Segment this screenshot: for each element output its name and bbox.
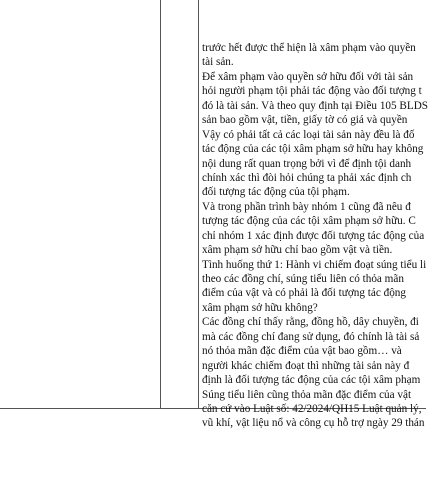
text-line: căn cứ vào Luật số: 42/2024/QH15 Luật quản lý, [202,402,422,415]
text-line: nội dung rất quan trọng bởi vì để định tội danh [202,157,412,170]
text-line: theo các đồng chí, súng tiểu liên có thỏa mãn [202,273,404,285]
text-line: chính xác thì đòi hỏi chúng ta phải xác định ch [202,171,412,184]
text-line: vũ khí, vật liệu nổ và công cụ hỗ trợ ngày 29 thán [202,417,425,430]
text-line: điểm của vật và có phải là đối tượng tác động [202,287,406,300]
text-line: nó thỏa mãn đặc điểm của vật bao gồm… và [202,345,402,358]
table-left-column [160,0,199,408]
text-line: Để xâm phạm vào quyền sở hữu đối với tài sản [202,70,414,83]
text-line: trước hết được thể hiện là xâm phạm vào quyền [202,42,416,54]
text-line: Và trong phần trình bày nhóm 1 cũng đã nêu đ [202,200,411,213]
text-line: đối tượng tác động của tội phạm. [202,186,350,199]
text-line: hỏi người phạm tội phải tác động vào đối tượng t [202,85,422,98]
text-line: tác động của các tội xâm phạm sở hữu hay không [202,143,424,156]
text-line: Tình huống thứ 1: Hành vi chiếm đoạt súng tiểu li [202,258,427,271]
text-line: tượng tác động của các tội xâm phạm sở hữu. C [202,215,416,228]
text-line: xâm phạm sở hữu không? [202,301,318,314]
text-line: Các đồng chí thấy rằng, đồng hồ, dây chuyền, đi [202,316,419,329]
text-line: đó là tài sản. Và theo quy định tại Điều 105 BLDS [202,99,428,112]
table-text-cell [198,41,428,430]
text-line: tài sản. [202,56,234,69]
text-line: sản bao gồm vật, tiền, giấy tờ có giá và quyền [202,114,408,127]
text-line: Vậy có phải tất cả các loại tài sản này đều là đố [202,128,415,141]
text-line: xâm phạm sở hữu chỉ bao gồm vật và tiền. [202,244,393,257]
text-line: người khác chiếm đoạt thì những tài sản này đ [202,359,410,372]
text-line: mà các đồng chí đang sử dụng, đó chính là tài sả [202,330,420,343]
text-line: Súng tiểu liên cũng thỏa mãn đặc điểm của vật [202,388,412,401]
text-line: chỉ nhóm 1 xác định được đối tượng tác động của [202,229,425,242]
text-line: định là đối tượng tác động của các tội xâm phạm [202,374,421,387]
